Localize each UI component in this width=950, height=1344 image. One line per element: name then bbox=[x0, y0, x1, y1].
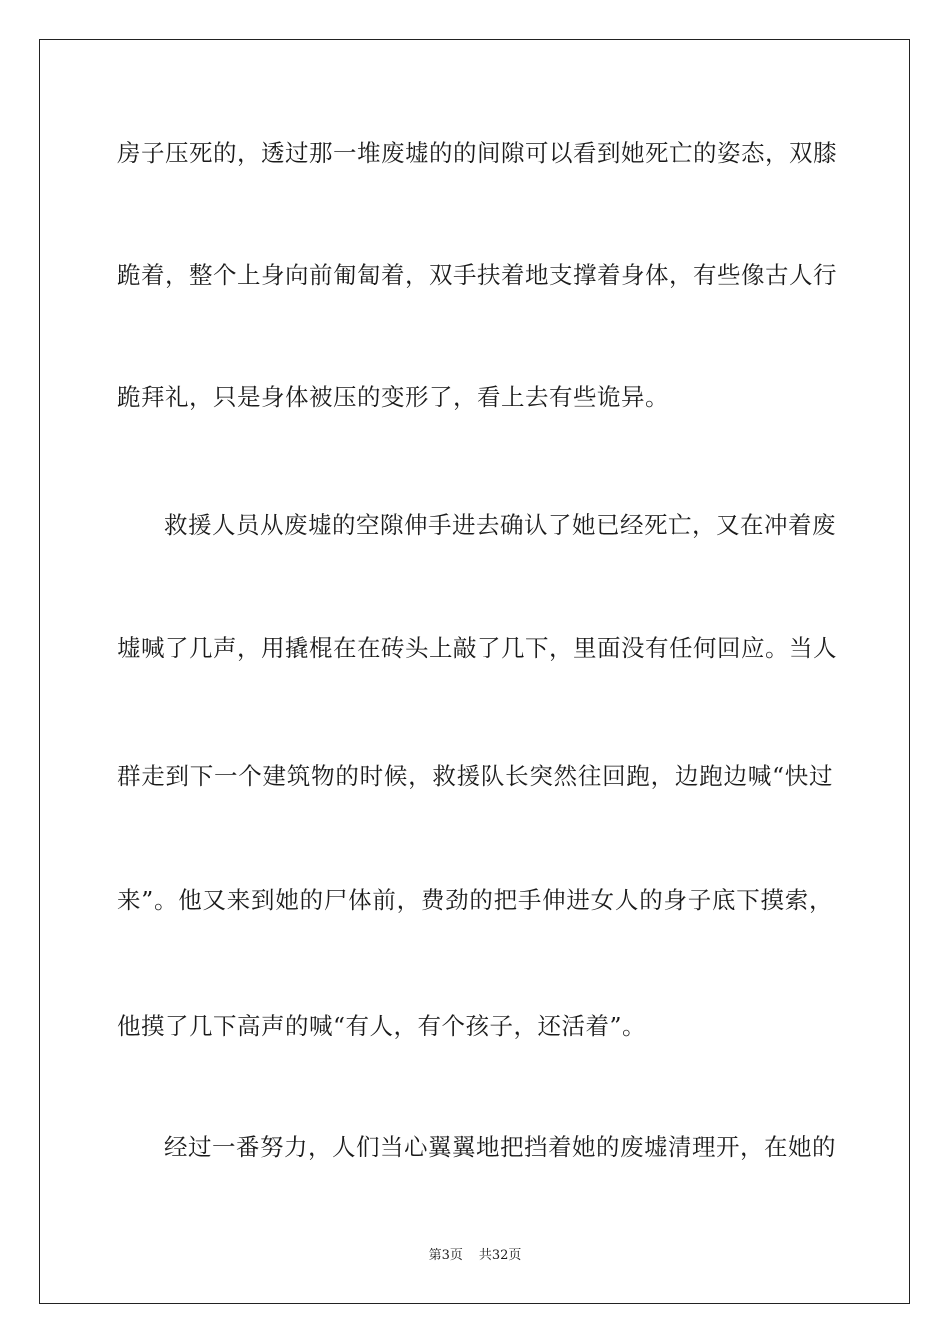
text-line-6: 群走到下一个建筑物的时候，救援队长突然往回跑，边跑边喊“快过 bbox=[117, 762, 833, 790]
text-line-3: 跪拜礼，只是身体被压的变形了，看上去有些诡异。 bbox=[117, 383, 669, 411]
text-line-1: 房子压死的，透过那一堆废墟的的间隙可以看到她死亡的姿态，双膝 bbox=[117, 139, 837, 167]
text-line-5: 墟喊了几声，用撬棍在在砖头上敲了几下，里面没有任何回应。当人 bbox=[117, 634, 837, 662]
page-frame bbox=[39, 39, 910, 1304]
page-total: 共32页 bbox=[478, 1248, 522, 1263]
text-line-7: 来”。他又来到她的尸体前，费劲的把手伸进女人的身子底下摸索， bbox=[117, 886, 833, 914]
page-number: 第3页 bbox=[428, 1248, 463, 1263]
text-line-4: 救援人员从废墟的空隙伸手进去确认了她已经死亡，又在冲着废 bbox=[164, 511, 836, 539]
page-footer bbox=[0, 1247, 950, 1265]
text-line-8: 他摸了几下高声的喊“有人，有个孩子，还活着”。 bbox=[117, 1012, 647, 1040]
text-line-9: 经过一番努力，人们当心翼翼地把挡着她的废墟清理开，在她的 bbox=[164, 1133, 836, 1161]
text-line-2: 跪着，整个上身向前匍匐着，双手扶着地支撑着身体，有些像古人行 bbox=[117, 261, 837, 289]
